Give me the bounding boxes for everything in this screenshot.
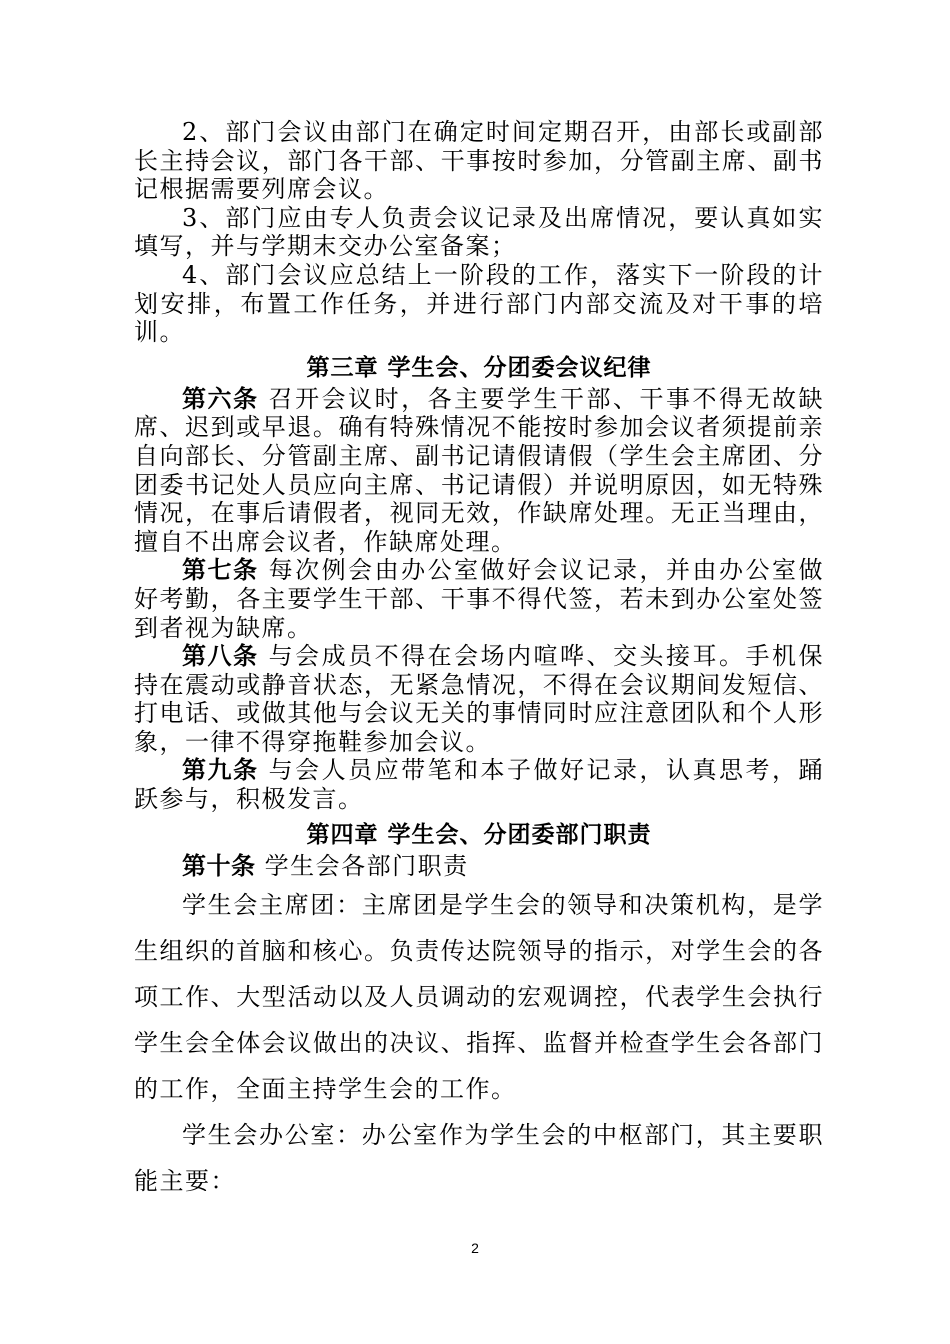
article-8-text: 与会成员不得在会场内喧哗、交头接耳。手机保持在震动或静音状态，无紧急情况，不得在会议期间发短信、打电话、或做其他与会议无关的事情同时应注意团队和个人形象，一律不得穿拖鞋参加会议。 (134, 642, 824, 756)
chapter-4-heading: 第四章 学生会、分团委部门职责 (306, 821, 652, 848)
article-10-text: 学生会各部门职责 (255, 851, 469, 880)
paragraph-presidium: 学生会主席团：主席团是学生会的领导和决策机构，是学生组织的首脑和核心。负责传达院领导的指示，对学生会的各项工作、大型活动以及人员调动的宏观调控，代表学生会执行学生会全体会议做出的决议、指挥、监督并检查学生会各部门的工作，全面主持学生会的工作。 (134, 891, 824, 1104)
paragraph-meeting-item-2: 2、部门会议由部门在确定时间定期召开，由部长或副部长主持会议，部门各干部、干事按时参加，分管副主席、副书记根据需要列席会议。 (134, 118, 824, 204)
article-6 (134, 385, 824, 557)
article-6-text: 召开会议时，各主要学生干部、干事不得无故缺席、迟到或早退。确有特殊情况不能按时参加会议者须提前亲自向部长、分管副主席、副书记请假请假（学生会主席团、分团委书记处人员应向主席、书记请假）并说明原因，如无特殊情况，在事后请假者，视同无效，作缺席处理。无正当理由，擅自不出席会议者，作缺席处理。 (134, 384, 824, 556)
chapter-3-heading: 第三章 学生会、分团委会议纪律 (306, 354, 652, 381)
paragraph-meeting-item-4: 4、部门会议应总结上一阶段的工作，落实下一阶段的计划安排，布置工作任务，并进行部门内部交流及对干事的培训。 (134, 260, 824, 347)
article-8-label: 第八条 (182, 642, 259, 671)
paragraph-office: 学生会办公室：办公室作为学生会的中枢部门，其主要职能主要： (134, 1121, 824, 1196)
article-10-label: 第十条 (182, 851, 256, 880)
page-content (134, 118, 824, 1204)
article-7-text: 每次例会由办公室做好会议记录，并由办公室做好考勤，各主要学生干部、干事不得代签，若未到办公室处签到者视为缺席。 (134, 556, 824, 642)
article-8 (134, 642, 824, 756)
article-9 (134, 756, 824, 813)
article-9-text: 与会人员应带笔和本子做好记录，认真思考，踊跃参与，积极发言。 (134, 756, 824, 814)
page-number: 2 (471, 1240, 479, 1256)
article-7 (134, 556, 824, 642)
paragraph-meeting-item-3: 3、部门应由专人负责会议记录及出席情况，要认真如实填写，并与学期末交办公室备案； (134, 203, 824, 261)
article-6-label: 第六条 (182, 384, 259, 413)
article-7-label: 第七条 (182, 556, 259, 585)
article-10 (134, 852, 824, 881)
article-9-label: 第九条 (182, 756, 259, 785)
